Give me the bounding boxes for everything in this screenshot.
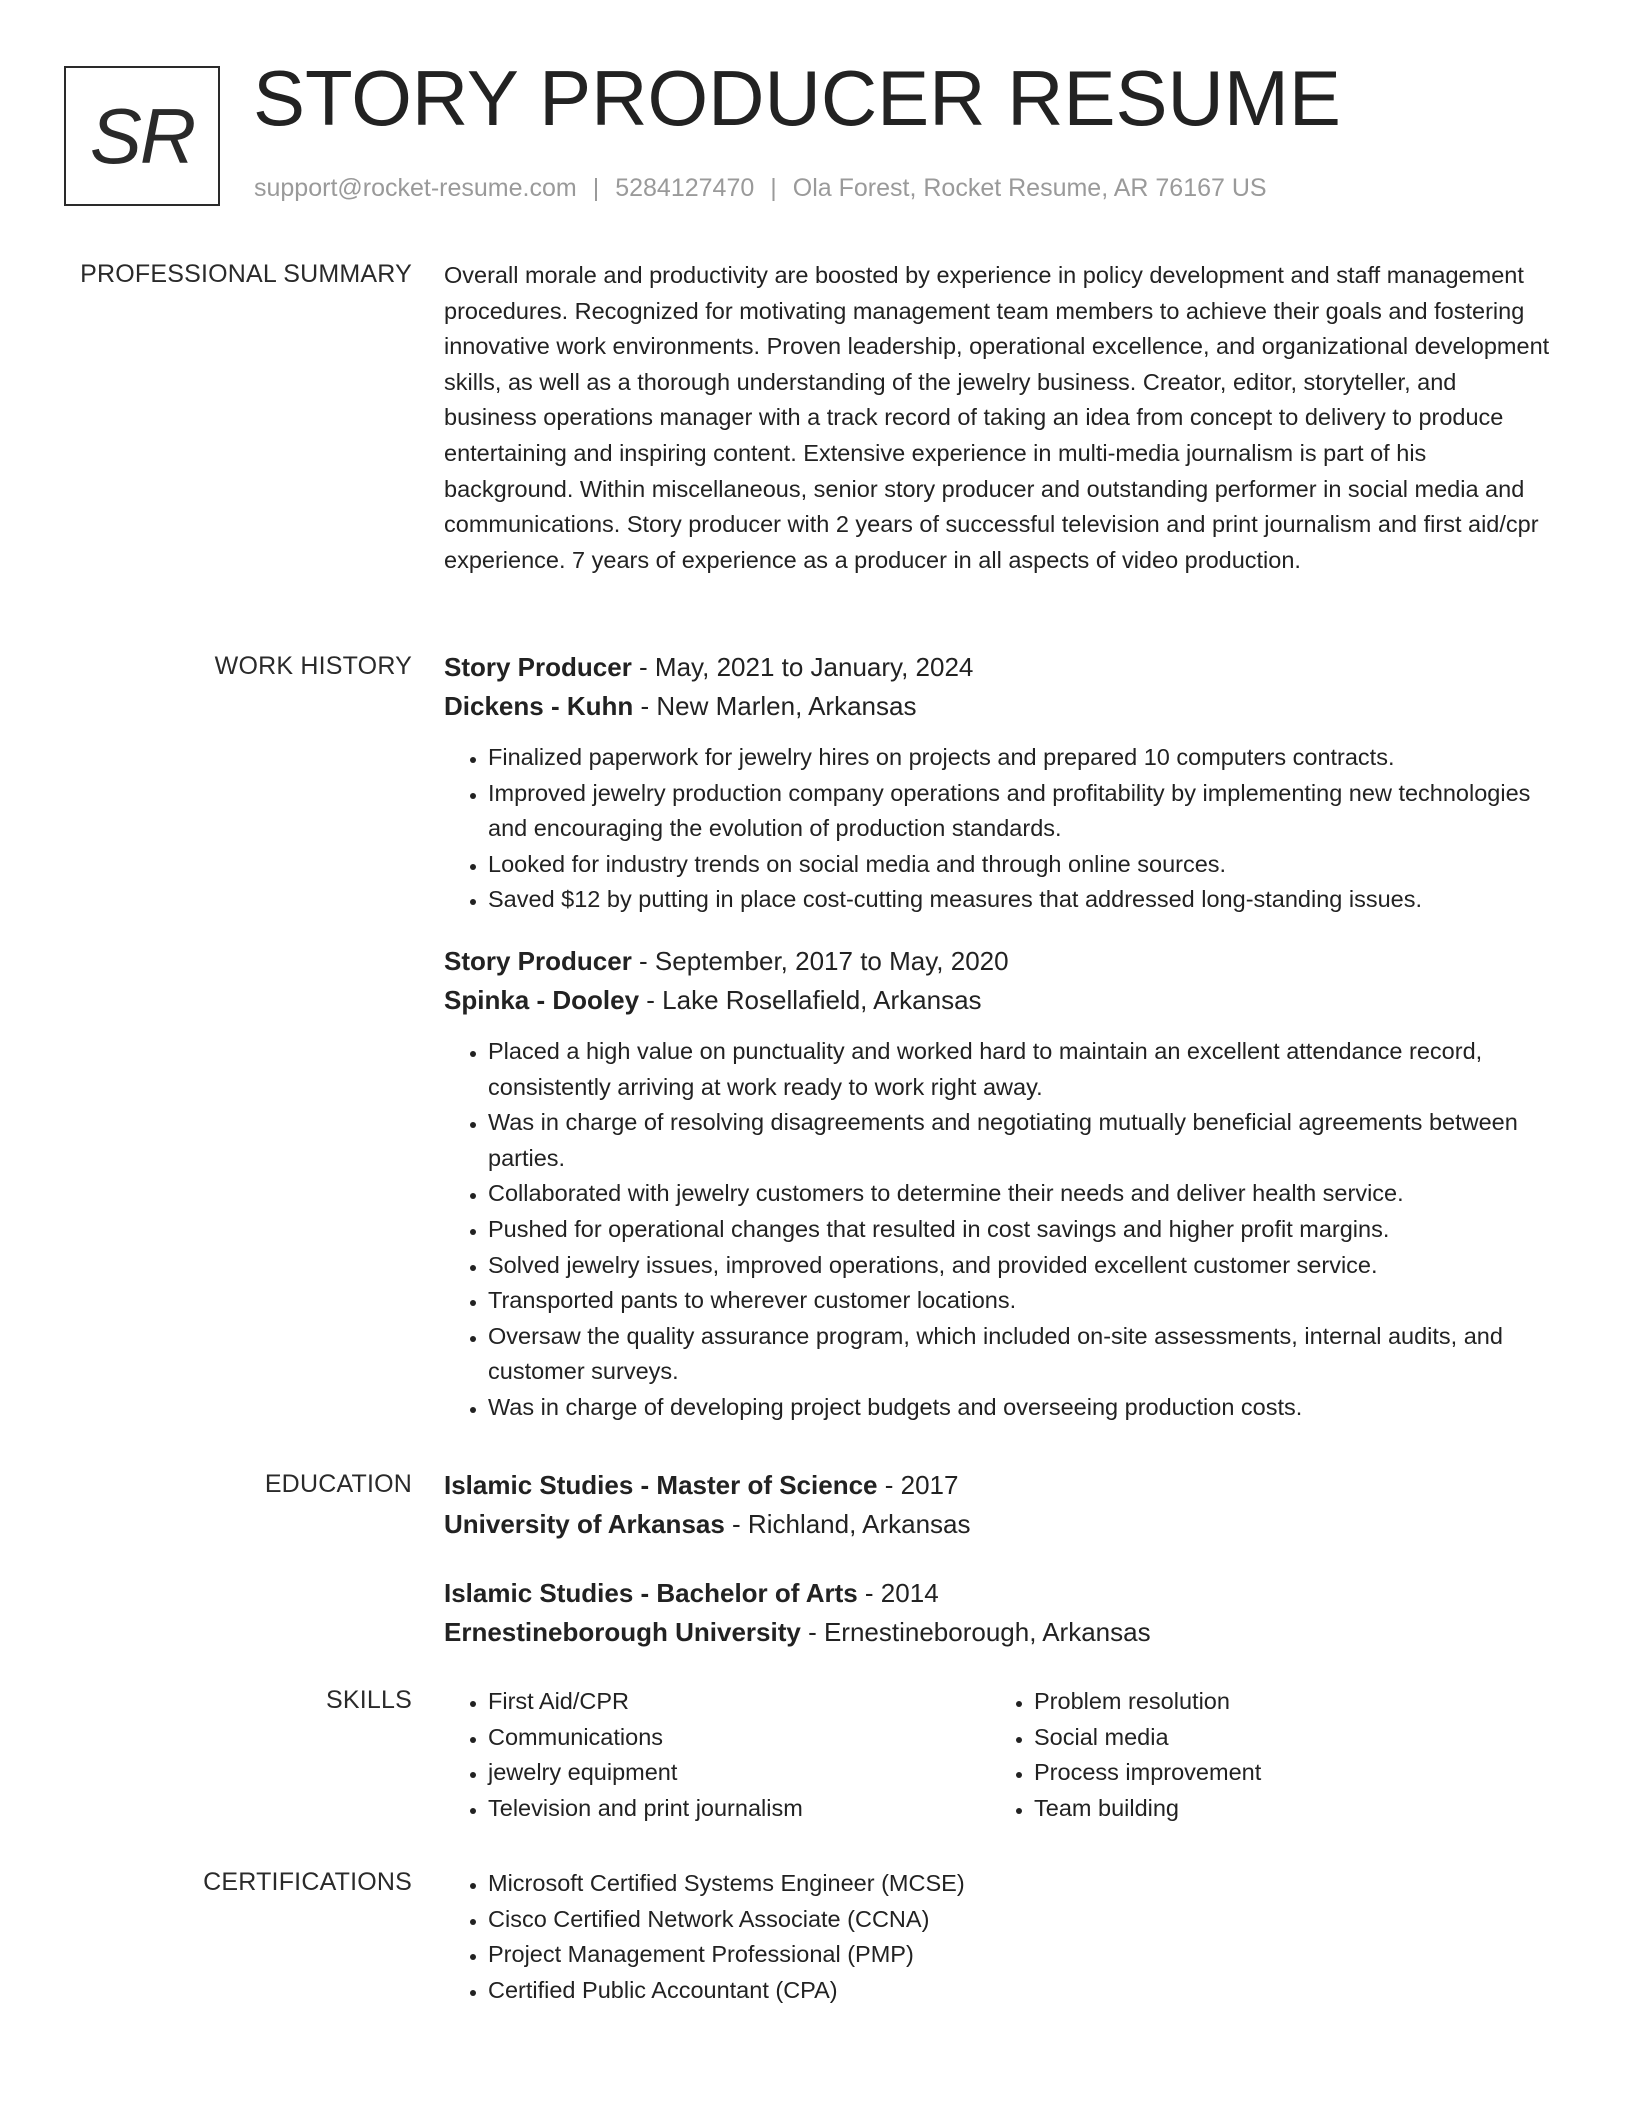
- section-label-education: EDUCATION: [264, 1470, 412, 1498]
- contact-line: [254, 174, 1267, 203]
- certification-item: • Project Management Professional (PMP): [488, 1937, 1554, 1973]
- skill-item: • Problem resolution: [1034, 1684, 1490, 1720]
- job-bullet: • Transported pants to wherever customer locations.: [488, 1283, 1554, 1319]
- work-history-content: [444, 648, 1554, 1426]
- resume-title: STORY PRODUCER RESUME: [253, 54, 1341, 142]
- degree: Islamic Studies - Master of Science: [444, 1470, 878, 1500]
- education-entry: [444, 1574, 1554, 1652]
- job-bullet: • Collaborated with jewelry customers to determine their needs and deliver health service.: [488, 1176, 1554, 1212]
- contact-phone: 5284127470: [615, 174, 755, 202]
- job-bullet: • Solved jewelry issues, improved operations, and provided excellent customer service.: [488, 1248, 1554, 1284]
- skills-content: [444, 1684, 1554, 1834]
- job-company-line: [444, 687, 1554, 726]
- skills-column-left: [444, 1684, 944, 1826]
- degree-line: [444, 1574, 1554, 1613]
- school-line: [444, 1505, 1554, 1544]
- section-label-work-history: WORK HISTORY: [214, 652, 412, 680]
- degree-year: - 2014: [857, 1578, 939, 1608]
- degree-line: [444, 1466, 1554, 1505]
- section-label-summary: PROFESSIONAL SUMMARY: [80, 260, 412, 288]
- job-bullet: • Looked for industry trends on social media and through online sources.: [488, 847, 1554, 883]
- contact-email: support@rocket-resume.com: [254, 174, 577, 202]
- summary-text: Overall morale and productivity are boosted by experience in policy development and staff management procedures. Recognized for motivating management team members to achieve their goals and fostering innovative work environments. Proven leadership, operational excellence, and organizational development skills, as well as a thorough understanding of the jewelry business. Creator, editor, storyteller, and business operations manager with a track record of taking an idea from concept to delivery to produce entertaining and inspiring content. Extensive experience in multi-media journalism is part of his background. Within miscellaneous, senior story producer and outstanding performer in social media and communications. Story producer with 2 years of successful television and print journalism and first aid/cpr experience. 7 years of experience as a producer in all aspects of video production.: [444, 262, 1550, 573]
- school: Ernestineborough University: [444, 1617, 801, 1647]
- education-content: [444, 1466, 1554, 1652]
- job-location: - New Marlen, Arkansas: [633, 691, 917, 721]
- job-entry: [444, 942, 1554, 1426]
- section-label-skills: SKILLS: [326, 1686, 412, 1714]
- job-company: Dickens - Kuhn: [444, 691, 634, 721]
- job-bullet: • Pushed for operational changes that resulted in cost savings and higher profit margins.: [488, 1212, 1554, 1248]
- school: University of Arkansas: [444, 1509, 725, 1539]
- job-title: Story Producer: [444, 945, 632, 976]
- job-bullet: • Oversaw the quality assurance program, which included on-site assessments, internal audits, and customer surveys.: [488, 1319, 1554, 1390]
- degree: Islamic Studies - Bachelor of Arts: [444, 1578, 858, 1608]
- certification-item: • Certified Public Accountant (CPA): [488, 1973, 1554, 2009]
- job-entry: [444, 648, 1554, 918]
- job-bullet: • Was in charge of resolving disagreements and negotiating mutually beneficial agreements between parties.: [488, 1105, 1554, 1176]
- job-company: Spinka - Dooley: [444, 984, 640, 1015]
- skill-item: • jewelry equipment: [488, 1755, 944, 1791]
- skill-item: • First Aid/CPR: [488, 1684, 944, 1720]
- skills-list: [990, 1684, 1490, 1826]
- school-line: [444, 1613, 1554, 1652]
- job-bullet: • Was in charge of developing project budgets and overseeing production costs.: [488, 1390, 1554, 1426]
- certification-item: • Microsoft Certified Systems Engineer (MCSE): [488, 1866, 1554, 1902]
- job-dates: - May, 2021 to January, 2024: [631, 652, 974, 682]
- job-bullet: • Placed a high value on punctuality and worked hard to maintain an excellent attendance record, consistently arriving at work ready to work right away.: [488, 1034, 1554, 1105]
- education-entry: [444, 1466, 1554, 1544]
- skill-item: • Process improvement: [1034, 1755, 1490, 1791]
- job-bullet: • Saved $12 by putting in place cost-cutting measures that addressed long-standing issues.: [488, 882, 1554, 918]
- job-title-line: [444, 648, 1554, 687]
- school-location: - Ernestineborough, Arkansas: [800, 1617, 1151, 1647]
- job-location: - Lake Rosellafield, Arkansas: [639, 984, 982, 1015]
- job-bullet: • Finalized paperwork for jewelry hires on projects and prepared 10 computers contracts.: [488, 740, 1554, 776]
- job-bullet: • Improved jewelry production company operations and profitability by implementing new technologies and encouraging the evolution of production standards.: [488, 776, 1554, 847]
- job-bullets: [444, 740, 1554, 918]
- degree-year: - 2017: [877, 1470, 959, 1500]
- job-title-line: [444, 942, 1554, 981]
- certifications-list: [444, 1866, 1554, 2008]
- job-company-line: [444, 981, 1554, 1020]
- certification-item: • Cisco Certified Network Associate (CCNA): [488, 1902, 1554, 1938]
- contact-separator: |: [592, 174, 600, 202]
- monogram-box: [64, 66, 220, 206]
- contact-separator: |: [770, 174, 777, 202]
- skill-item: • Television and print journalism: [488, 1791, 944, 1827]
- job-dates: - September, 2017 to May, 2020: [631, 945, 1009, 976]
- skill-item: • Team building: [1034, 1791, 1490, 1827]
- job-bullets: [444, 1034, 1554, 1426]
- job-title: Story Producer: [444, 652, 632, 682]
- summary-content: [444, 258, 1554, 578]
- skills-list: [444, 1684, 944, 1826]
- section-label-certifications: CERTIFICATIONS: [203, 1868, 412, 1896]
- skills-column-right: [990, 1684, 1490, 1826]
- skill-item: • Communications: [488, 1720, 944, 1756]
- school-location: - Richland, Arkansas: [724, 1509, 971, 1539]
- skill-item: • Social media: [1034, 1720, 1490, 1756]
- monogram-initials: SR: [89, 91, 195, 180]
- contact-address: Ola Forest, Rocket Resume, AR 76167 US: [792, 174, 1267, 202]
- certifications-content: [444, 1866, 1554, 2008]
